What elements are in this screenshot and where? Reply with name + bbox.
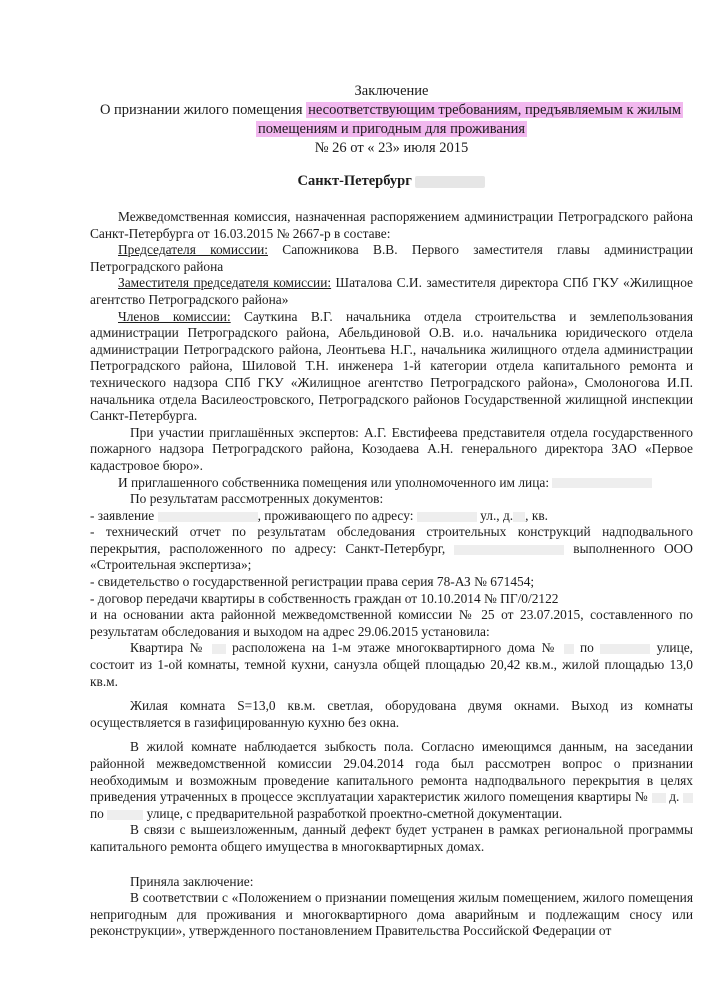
spacer [90,731,693,739]
paragraph-floor [90,739,693,822]
doc-item-contract: - договор передачи квартиры в собственность граждан от 10.10.2014 № ПГ/0/2122 [90,590,559,606]
doc1-end: , кв. [525,507,549,523]
deputy-text: Шаталова С.И. заместителя директора СПб ГКУ «Жилищное агентство Петроградского района» [90,275,693,307]
decision-heading: Приняла заключение: [130,873,254,889]
redacted-block [652,793,666,803]
floor-mid: д. [665,789,680,805]
paragraph-members [90,309,693,425]
document-subtitle [90,101,693,139]
subtitle-highlight-1: несоответствующим требованиям, предъявляемым к жилым [308,102,682,118]
members-label: Членов комиссии: [118,308,231,324]
city-name: Санкт-Петербург [297,173,412,189]
paragraph-deputy [90,275,693,308]
paragraph-basis: и на основании акта районной межведомственной комиссии № 25 от 23.07.2015, составленного по результатам обследования и выходом на адрес 29.06.2015 установила: [90,607,693,639]
paragraph-docs-intro: По результатам рассмотренных документов: [130,491,384,507]
redacted-block [552,478,652,488]
chair-text: Сапожникова В.В. Первого заместителя главы администрации Петроградского района [90,242,693,274]
doc2-pre: - технический отчет по результатам обследования строительных конструкций надподвального перекрытия, расположенного по адресу: Санкт-Петербург, [90,524,693,556]
apt-mid1: расположена на 1-м этаже многоквартирного дома № [225,640,558,656]
document-title: Заключение [354,83,429,99]
paragraph-defect: В связи с вышеизложенным, данный дефект будет устранен в рамках региональной программы капитального ремонта общего имущества в многоквартирных домах. [90,822,693,854]
paragraph-apartment [90,640,693,690]
redacted-block [454,545,564,555]
redacted-block [600,644,650,654]
doc-item-report [90,524,693,574]
doc1-post: , проживающего по адресу: [257,507,414,523]
paragraph-room: Жилая комната S=13,0 кв.м. светлая, оборудована двумя окнами. Выход из комнаты осуществляется в газифицированную кухню без окна. [90,698,693,730]
apt-pre: Квартира № [130,640,206,656]
floor-post: улице, с предварительной разработкой проектно-сметной документации. [143,805,563,821]
paragraph-commission: Межведомственная комиссия, назначенная распоряжением администрации Петроградского района Санкт-Петербурга от 16.03.2015 № 2667-р в составе: [90,209,693,241]
chair-label: Председателя комиссии: [118,242,269,258]
redacted-block [417,512,477,522]
paragraph-experts: При участии приглашённых экспертов: А.Г. Евстифеева представителя отдела государственного пожарного надзора Петроградского района, Козодаева А.Н. генерального директора ЗАО «Первое кадастровое бюро». [90,424,693,473]
subtitle-plain: О признании жилого помещения [99,102,307,118]
doc2-post: выполненного ООО «Строительная экспертиза»; [90,540,693,573]
doc-item-certificate: - свидетельство о государственной регистрации права серия 78-АЗ № 671454; [90,574,535,590]
paragraph-decision: В соответствии с «Положением о признании помещения жилым помещением, жилого помещения непригодным для проживания и многоквартирного дома аварийным и подлежащим сносу или реконструкции», утвержденного постановлением Правительства Российской Федерации от [90,890,693,939]
subtitle-highlight-2: помещениям и пригодным для проживания [257,121,526,137]
deputy-label: Заместителя председателя комиссии: [118,275,332,291]
floor-mid2: по [90,805,104,821]
redacted-block [683,793,693,803]
redacted-block [212,644,226,654]
redacted-block [564,644,574,654]
apt-mid2: по [573,640,594,656]
spacer [90,856,693,874]
doc1-tail: ул., д. [476,507,514,523]
owner-text: И приглашенного собственника помещения или уполномоченного им лица: [118,474,550,490]
paragraph-chair [90,242,693,275]
doc-item-application [90,508,693,525]
document-number: № 26 от « 23» июля 2015 [314,140,469,156]
apt-post: улице, состоит из 1-ой комнаты, темной кухни, санузла общей площадью 20,42 кв.м., жилой площадью 13,0 кв.м. [90,640,694,689]
doc1-pre: - заявление [90,507,155,523]
redacted-block [107,810,143,820]
members-text: Сауткина В.Г. начальника отдела строительства и землепользования администрации Петроградского района, Абельдиновой О.В. и.о. начальника юридического отдела администрации Петроградского района, Леонтьева Н.Г., начальника жилищного отдела администрации Петроградского района, Шиловой Т.Н. инженера 1-й категории отдела капитального ремонта и технического надзора СПб ГКУ «Жилищное агентство Петроградского района», Смолоногова И.П. начальника отдела Василеостровского, Петроградского районов Государственной жилищной инспекции Санкт-Петербурга. [90,308,693,424]
redacted-block [415,176,485,188]
document-body [90,209,693,940]
paragraph-owner [90,475,693,492]
spacer [90,690,693,698]
redacted-block [513,512,525,522]
floor-pre: В жилой комнате наблюдается зыбкость пола. Согласно имеющимся данным, на заседании районной межведомственной комиссии 29.04.2014 года был рассмотрен вопрос о признании необходимым и возможным проведение капитального ремонта надподвального перекрытия в целях приведения утраченных в процессе эксплуатации характеристик жилого помещения квартиры № [90,739,693,805]
document-city [90,172,693,191]
redacted-block [158,512,258,522]
